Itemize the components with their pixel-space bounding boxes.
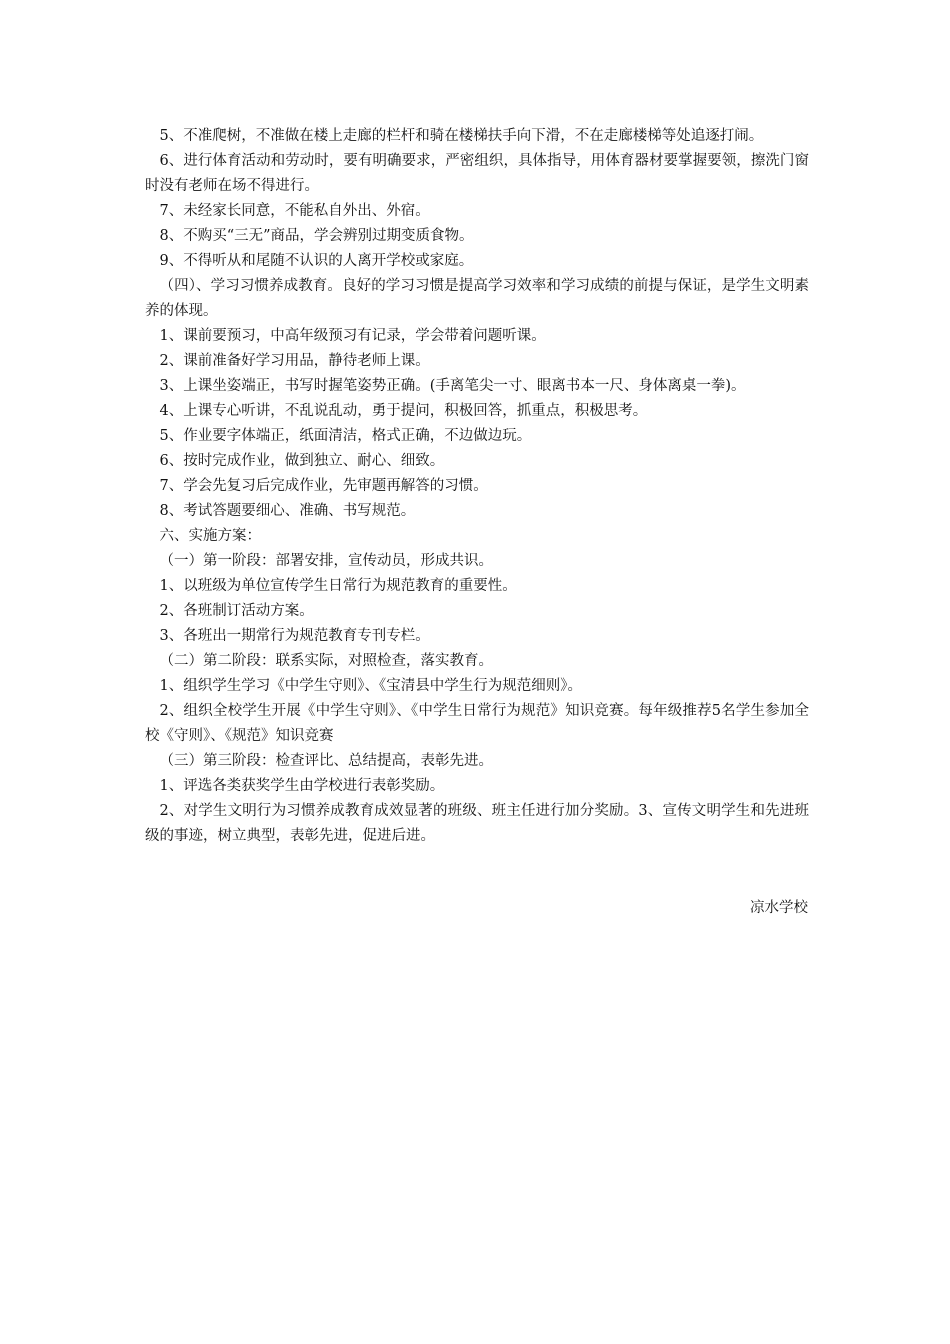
signature-school-name: 凉水学校 <box>750 900 808 916</box>
paragraph-study-7: 7、学会先复习后完成作业，先审题再解答的习惯。 <box>159 478 488 494</box>
phase-heading-2: （二）第二阶段：联系实际，对照检查，落实教育。 <box>159 653 493 669</box>
paragraph-safety-9: 9、不得听从和尾随不认识的人离开学校或家庭。 <box>159 253 474 269</box>
paragraph-phase3-2: 2、对学生文明行为习惯养成教育成效显著的班级、班主任进行加分奖励。3、宣传文明学生和先进班级的事迹，树立典型，表彰先进，促进后进。 <box>145 803 809 844</box>
phase-heading-3: （三）第三阶段：检查评比、总结提高，表彰先进。 <box>159 753 493 769</box>
paragraph-phase1-3: 3、各班出一期常行为规范教育专刊专栏。 <box>159 628 430 644</box>
paragraph-safety-7: 7、未经家长同意，不能私自外出、外宿。 <box>159 203 430 219</box>
document-body <box>145 124 809 849</box>
paragraph-safety-6: 6、进行体育活动和劳动时，要有明确要求，严密组织，具体指导，用体育器材要掌握要领，擦洗门窗时没有老师在场不得进行。 <box>145 153 809 194</box>
paragraph-safety-8: 8、不购买“三无”商品，学会辨别过期变质食物。 <box>159 228 474 244</box>
paragraph-study-3: 3、上课坐姿端正，书写时握笔姿势正确。(手离笔尖一寸、眼离书本一尺、身体离桌一拳)。 <box>159 378 746 394</box>
paragraph-safety-5: 5、不准爬树，不准做在楼上走廊的栏杆和骑在楼梯扶手向下滑，不在走廊楼梯等处追逐打闹。 <box>159 128 764 144</box>
paragraph-study-5: 5、作业要字体端正，纸面清洁，格式正确，不边做边玩。 <box>159 428 532 444</box>
paragraph-phase2-2: 2、组织全校学生开展《中学生守则》、《中学生日常行为规范》知识竞赛。每年级推荐5名学生参加全校《守则》、《规范》知识竞赛 <box>145 703 809 744</box>
paragraph-study-1: 1、课前要预习，中高年级预习有记录，学会带着问题听课。 <box>159 328 546 344</box>
paragraph-phase3-1: 1、评选各类获奖学生由学校进行表彰奖励。 <box>159 778 445 794</box>
paragraph-study-6: 6、按时完成作业，做到独立、耐心、细致。 <box>159 453 445 469</box>
paragraph-phase2-1: 1、组织学生学习《中学生守则》、《宝清县中学生行为规范细则》。 <box>159 678 582 694</box>
paragraph-study-2: 2、课前准备好学习用品，静待老师上课。 <box>159 353 430 369</box>
paragraph-phase1-2: 2、各班制订活动方案。 <box>159 603 314 619</box>
paragraph-study-8: 8、考试答题要细心、准确、书写规范。 <box>159 503 416 519</box>
paragraph-phase1-1: 1、以班级为单位宣传学生日常行为规范教育的重要性。 <box>159 578 517 594</box>
section-heading-study-habits: （四）、学习习惯养成教育。良好的学习习惯是提高学习效率和学习成绩的前提与保证，是学生文明素养的体现。 <box>145 278 809 319</box>
paragraph-study-4: 4、上课专心听讲，不乱说乱动，勇于提问，积极回答，抓重点，积极思考。 <box>159 403 648 419</box>
phase-heading-1: （一）第一阶段：部署安排，宣传动员，形成共识。 <box>159 553 493 569</box>
section-heading-implementation: 六、实施方案： <box>159 528 261 544</box>
